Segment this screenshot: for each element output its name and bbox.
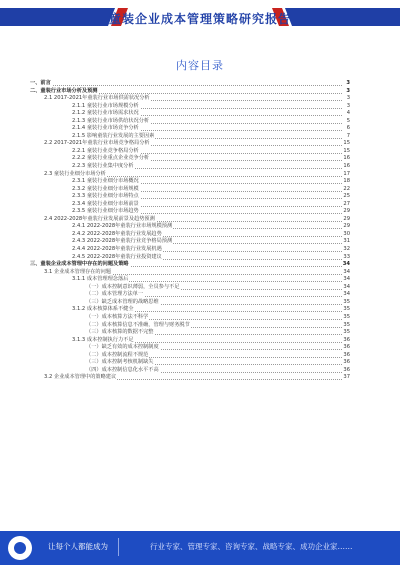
- header: [0, 0, 400, 34]
- toc-entry-page: 29: [343, 208, 350, 215]
- toc-entry-label: 2.4.3 2022-2028年童装行业竞争格局预测: [72, 238, 173, 245]
- toc-entry-page: 6: [346, 125, 350, 132]
- toc-entry-label: 2.2.3 童装行业集中度分析: [72, 163, 134, 170]
- table-of-contents: [30, 80, 350, 382]
- toc-entry-label: （三）成本控制考核机制缺失: [86, 359, 154, 366]
- toc-entry-label: 2.3.1 童装行业细分市场概况: [72, 178, 139, 185]
- toc-entry-label: 2.1.4 童装行业市场竞争分析: [72, 125, 139, 132]
- toc-entry-label: 2.1.2 童装行业市场需求状况: [72, 110, 139, 117]
- toc-entry-page: 25: [343, 193, 350, 200]
- toc-entry-label: 3.1.1 成本管理理念落后: [72, 276, 129, 283]
- toc-entry-page: 30: [343, 230, 350, 237]
- toc-entry-page: 32: [343, 246, 350, 253]
- toc-entry-label: 2.2.1 童装行业竞争格局分析: [72, 147, 139, 154]
- toc-entry-label: 2.2 2017-2021年童装行业市场竞争格局分析: [44, 140, 150, 147]
- toc-entry-page: 22: [343, 185, 350, 192]
- toc-entry-label: 3.1.3 成本控制执行力不足: [72, 336, 134, 343]
- toc-entry-label: 3.1 企业成本管理存在的问题: [44, 268, 111, 275]
- toc-leader-dots: [30, 79, 342, 86]
- toc-entry-page: 7: [346, 132, 350, 139]
- report-title: 童装企业成本管理策略研究报告: [108, 12, 291, 26]
- toc-entry-label: （二）成本控制流程不规范: [86, 351, 149, 358]
- footer-roles: 行业专家、管理专家、咨询专家、战略专家、成功企业家……: [150, 542, 353, 551]
- footer-divider: [118, 538, 119, 556]
- toc-entry-page: 36: [343, 344, 350, 351]
- toc-entry-page: 3: [346, 80, 350, 86]
- toc-entry-label: （二）成本核算信息不准确，管理与财务脱节: [86, 321, 190, 328]
- logo-icon: [8, 536, 32, 560]
- toc-entry-page: 34: [342, 261, 350, 268]
- toc-entry-page: 36: [343, 359, 350, 366]
- toc-entry-label: 2.2.2 童装行业重点企业竞争分析: [72, 155, 150, 162]
- toc-entry-page: 29: [343, 215, 350, 222]
- toc-entry-page: 35: [343, 329, 350, 336]
- toc-entry-page: 3: [346, 87, 350, 94]
- toc-entry-page: 36: [343, 336, 350, 343]
- toc-entry-page: 31: [343, 238, 350, 245]
- toc-entry-label: 3.1.2 成本核算体系不健全: [72, 306, 134, 313]
- toc-entry-label: （三）缺乏成本管理的战略思维: [86, 298, 159, 305]
- toc-entry-label: 2.4.1 2022-2028年童装行业市场规模预测: [72, 223, 173, 230]
- toc-entry-page: 35: [343, 298, 350, 305]
- footer: [0, 531, 400, 565]
- toc-entry-page: 33: [343, 253, 350, 260]
- toc-entry-page: 16: [343, 155, 350, 162]
- toc-entry[interactable]: [30, 374, 350, 382]
- toc-entry-label: 2.3.3 童装行业细分市场特点: [72, 193, 139, 200]
- toc-entry-label: 2.1.1 童装行业市场规模分析: [72, 102, 139, 109]
- toc-entry-label: 一、前言: [30, 80, 51, 86]
- toc-entry-label: （四）成本控制信息化水平不高: [86, 366, 159, 373]
- toc-entry-page: 3: [346, 102, 350, 109]
- toc-title: 内容目录: [176, 59, 224, 72]
- toc-entry-page: 35: [343, 313, 350, 320]
- toc-entry-label: 2.4.2 2022-2028年童装行业发展趋势: [72, 230, 162, 237]
- toc-entry-page: 34: [343, 276, 350, 283]
- toc-entry-page: 34: [343, 268, 350, 275]
- toc-entry-page: 15: [343, 140, 350, 147]
- toc-entry-label: 2.1.3 童装行业市场供给状况分析: [72, 117, 150, 124]
- toc-entry-label: 2.4.4 2022-2028年童装行业发展机遇: [72, 246, 162, 253]
- toc-entry-page: 37: [343, 374, 350, 381]
- toc-entry-page: 27: [343, 200, 350, 207]
- toc-entry-page: 34: [343, 291, 350, 298]
- toc-entry-label: 3.2 企业成本管理中的策略建议: [44, 374, 117, 381]
- toc-entry-label: （一）成本核算方法不科学: [86, 313, 149, 320]
- toc-entry-label: （三）成本核算的数据不完整: [86, 329, 154, 336]
- toc-entry-label: 二、童装行业市场分析及预测: [30, 87, 98, 94]
- toc-entry-label: （二）成本管理方法单一: [86, 291, 144, 298]
- toc-entry-page: 3: [346, 95, 350, 102]
- toc-entry-label: 2.3.5 童装行业细分市场趋势: [72, 208, 139, 215]
- toc-entry-label: 2.3.4 童装行业细分市场前景: [72, 200, 139, 207]
- toc-entry-label: 2.1.5 影响童装行业发展的主要因素: [72, 132, 155, 139]
- toc-entry-label: 三、童装企业成本管理中存在的问题及策略: [30, 261, 129, 268]
- toc-entry-label: 2.3.2 童装行业细分市场规模: [72, 185, 139, 192]
- toc-entry-label: （一）成本控制意识薄弱，全员参与不足: [86, 283, 180, 290]
- toc-entry-page: 17: [343, 170, 350, 177]
- toc-entry-page: 36: [343, 351, 350, 358]
- toc-entry-page: 34: [343, 283, 350, 290]
- toc-entry-label: 2.3 童装行业细分市场分析: [44, 170, 106, 177]
- toc-entry-page: 15: [343, 147, 350, 154]
- toc-entry-label: 2.1 2017-2021年童装行业市场供需状况分析: [44, 95, 150, 102]
- toc-entry-page: 29: [343, 223, 350, 230]
- toc-entry-page: 36: [343, 366, 350, 373]
- toc-entry-page: 35: [343, 306, 350, 313]
- toc-entry-page: 18: [343, 178, 350, 185]
- footer-slogan: 让每个人都能成为: [48, 542, 108, 551]
- toc-entry-page: 5: [346, 117, 350, 124]
- toc-entry-label: （一）缺乏有效的成本控制制度: [86, 344, 159, 351]
- toc-entry-label: 2.4.5 2022-2028年童装行业投资建议: [72, 253, 162, 260]
- toc-entry-page: 35: [343, 321, 350, 328]
- toc-entry-page: 16: [343, 163, 350, 170]
- toc-entry-label: 2.4 2022-2028年童装行业发展前景及趋势预测: [44, 215, 155, 222]
- toc-entry-page: 4: [346, 110, 350, 117]
